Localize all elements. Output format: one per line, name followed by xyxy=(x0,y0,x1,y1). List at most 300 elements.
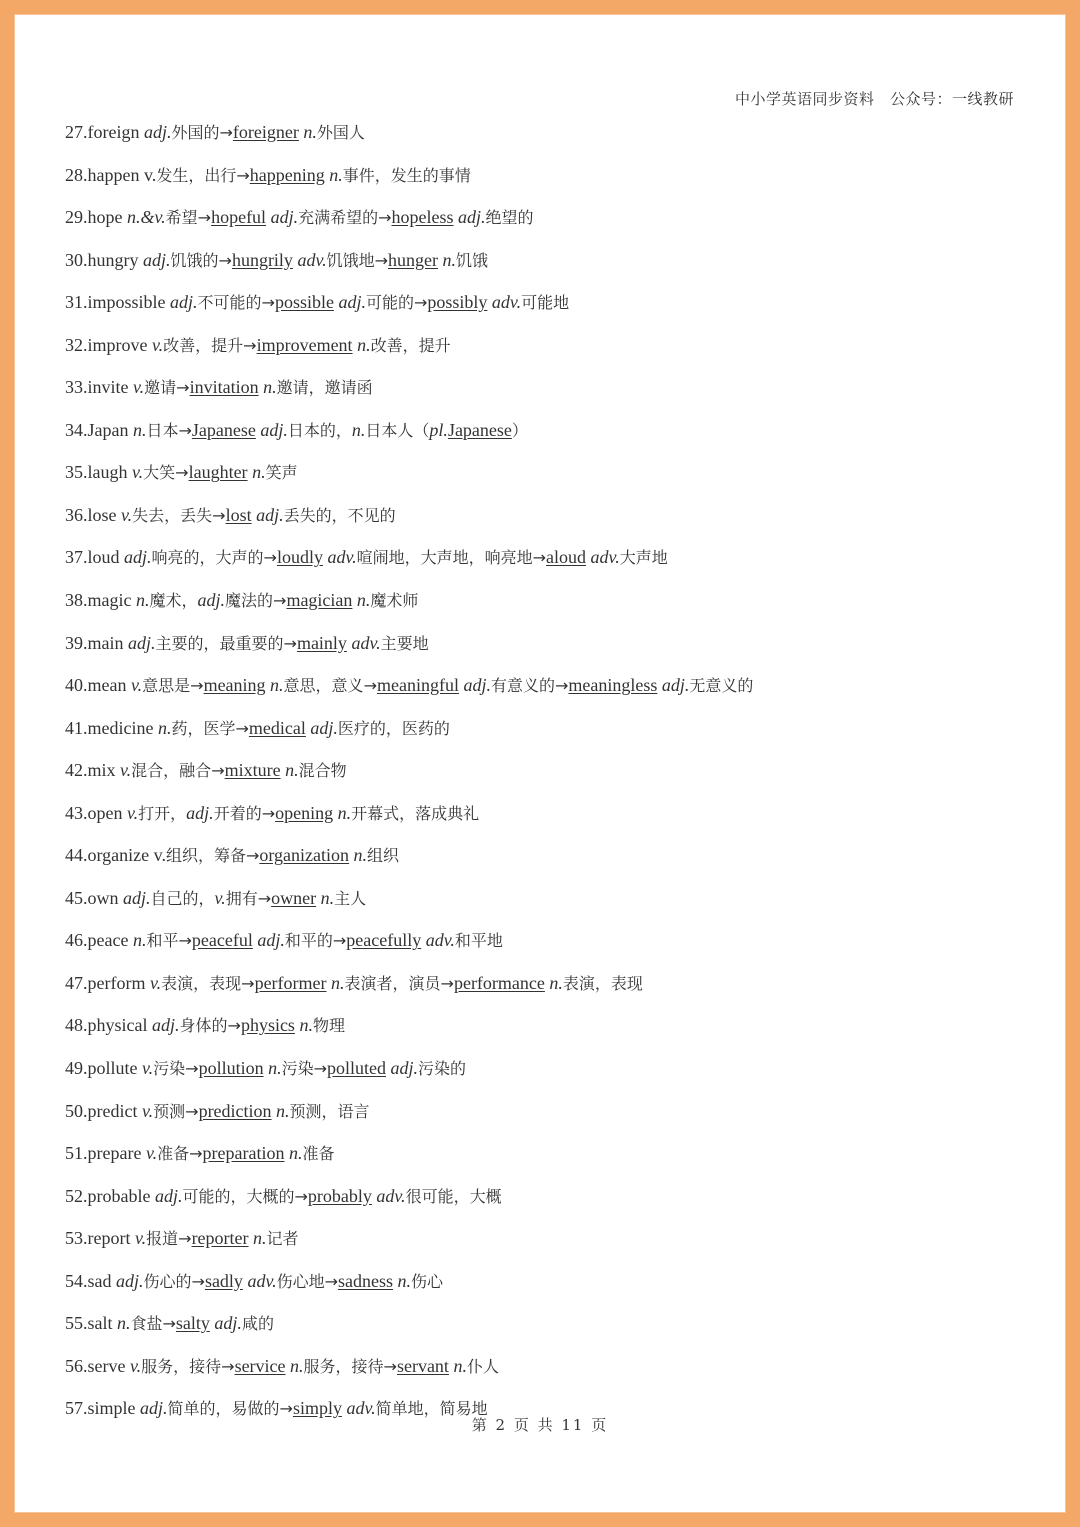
entry-text: 邀请 xyxy=(144,378,177,398)
entry-text: 大声地 xyxy=(619,548,668,568)
arrow-symbol: → xyxy=(313,1059,328,1079)
arrow-symbol: → xyxy=(212,505,226,525)
entry-text: 57.simple xyxy=(65,1398,140,1419)
part-of-speech: adv. xyxy=(590,547,620,568)
vocab-entry xyxy=(65,664,1015,707)
part-of-speech: n. xyxy=(135,590,150,611)
entry-text: 简单的，易做的 xyxy=(167,1399,280,1419)
entry-text: 39.main xyxy=(65,632,128,653)
derived-word: polluted xyxy=(327,1058,387,1079)
part-of-speech: adj. xyxy=(143,249,171,270)
entry-text: 48.physical xyxy=(65,1015,152,1036)
entry-text: 主人 xyxy=(334,888,367,908)
part-of-speech: adj. xyxy=(214,1313,242,1334)
derived-word: mixture xyxy=(224,760,281,781)
derived-word: performer xyxy=(254,972,327,993)
entry-text: 46.peace xyxy=(65,930,133,951)
arrow-symbol: → xyxy=(185,1059,199,1079)
entry-text: 52.probable xyxy=(65,1185,155,1206)
arrow-symbol: → xyxy=(178,931,192,951)
entry-text: 表演，表现 xyxy=(562,973,643,993)
vocab-entry xyxy=(65,1260,1015,1303)
derived-word: opening xyxy=(275,802,334,823)
entry-text: 魔法的 xyxy=(225,591,274,611)
entry-text: 药，医学 xyxy=(171,718,236,738)
derived-word: invitation xyxy=(189,377,259,398)
entry-text: 表演者，演员 xyxy=(344,973,441,993)
vocab-entry xyxy=(65,1004,1015,1047)
arrow-symbol: → xyxy=(197,208,212,228)
derived-word: preparation xyxy=(202,1143,285,1164)
entry-text: 食盐 xyxy=(130,1314,163,1334)
vocab-entry xyxy=(65,622,1015,665)
arrow-symbol: → xyxy=(218,250,232,270)
part-of-speech: adj. xyxy=(116,1270,144,1291)
part-of-speech: n.&v. xyxy=(127,207,166,228)
entry-text: 29.hope xyxy=(65,207,127,228)
entry-text: 表演，表现 xyxy=(161,973,242,993)
entry-text: 33.invite xyxy=(65,377,133,398)
entry-text: 伤心的 xyxy=(143,1271,192,1291)
part-of-speech: n. xyxy=(157,717,172,738)
arrow-symbol: → xyxy=(261,293,275,313)
entry-text: 开幕式，落成典礼 xyxy=(351,803,480,823)
entry-text: 44.organize v. xyxy=(65,845,166,866)
derived-word: servant xyxy=(396,1355,449,1376)
page-footer: 第 2 页 共 11 页 xyxy=(471,1416,609,1434)
part-of-speech: adv. xyxy=(327,547,357,568)
entry-text: 污染的 xyxy=(418,1059,467,1079)
entry-text: 日本 xyxy=(146,420,179,440)
arrow-symbol: → xyxy=(176,378,190,398)
derived-word: sadly xyxy=(204,1270,243,1291)
derived-word: organization xyxy=(259,845,350,866)
part-of-speech: adj. xyxy=(257,930,285,951)
arrow-symbol: → xyxy=(162,1314,176,1334)
entry-text: 魔术师 xyxy=(370,591,419,611)
vocab-entry xyxy=(65,1175,1015,1218)
part-of-speech: n. xyxy=(263,377,277,398)
derived-word: peacefully xyxy=(346,930,422,951)
part-of-speech: n. xyxy=(353,845,368,866)
part-of-speech: v. xyxy=(145,1143,158,1164)
entry-text: 预测，语言 xyxy=(289,1101,370,1121)
arrow-symbol: → xyxy=(363,676,377,696)
part-of-speech: n. xyxy=(132,419,147,440)
vocab-entry xyxy=(65,154,1015,197)
arrow-symbol: → xyxy=(414,293,428,313)
part-of-speech: adj. xyxy=(256,504,284,525)
part-of-speech: v. xyxy=(142,1058,154,1079)
arrow-symbol: → xyxy=(257,888,272,908)
entry-text: 邀请，邀请函 xyxy=(276,378,373,398)
entry-text: 服务，接待 xyxy=(303,1356,384,1376)
part-of-speech: adv. xyxy=(351,632,381,653)
entry-text: 饥饿 xyxy=(456,250,489,270)
entry-text: 56.serve xyxy=(65,1355,130,1376)
vocab-entry xyxy=(65,196,1015,239)
entry-text: 魔术， xyxy=(149,591,198,611)
part-of-speech: v. xyxy=(214,887,226,908)
part-of-speech: n. xyxy=(356,590,371,611)
arrow-symbol: → xyxy=(383,1356,397,1376)
part-of-speech: adj. xyxy=(197,590,226,611)
derived-word: improvement xyxy=(256,334,353,355)
entry-text: 53.report xyxy=(65,1228,135,1249)
entry-text: 50.predict xyxy=(65,1100,142,1121)
part-of-speech: v. xyxy=(141,1100,154,1121)
arrow-symbol: → xyxy=(243,335,257,355)
entry-text: 污染 xyxy=(281,1059,314,1079)
entry-text: 日本的， xyxy=(287,420,352,440)
arrow-symbol: → xyxy=(283,633,297,653)
entry-text: 55.salt xyxy=(65,1313,117,1334)
entry-text: 和平地 xyxy=(454,931,503,951)
entry-text: 丢失的，不见的 xyxy=(283,505,396,525)
entry-text: 主要地 xyxy=(380,633,429,653)
part-of-speech: n. xyxy=(357,334,371,355)
vocab-entry xyxy=(65,707,1015,750)
arrow-symbol: → xyxy=(332,931,347,951)
entry-text: 有意义的 xyxy=(490,676,555,696)
vocab-entry xyxy=(65,749,1015,792)
entry-text: 物理 xyxy=(312,1016,345,1036)
derived-word: meaning xyxy=(203,675,266,696)
entry-text: 拥有 xyxy=(225,888,258,908)
entry-text: 开着的 xyxy=(213,803,262,823)
derived-word: Japanese xyxy=(191,419,256,440)
vocab-entry xyxy=(65,324,1015,367)
entry-text: 32.improve xyxy=(65,334,152,355)
part-of-speech: adv. xyxy=(491,292,522,313)
part-of-speech: n. xyxy=(268,1058,282,1079)
entry-text: 外国人 xyxy=(316,123,365,142)
entry-text: 大笑 xyxy=(143,463,176,483)
part-of-speech: n. xyxy=(285,760,299,781)
derived-word: meaningless xyxy=(568,675,658,696)
entry-text: 47.perform xyxy=(65,972,150,993)
derived-word: sadness xyxy=(338,1270,394,1291)
derived-word: possible xyxy=(274,292,334,313)
entry-text: 35.laugh xyxy=(65,462,132,483)
part-of-speech: adj. xyxy=(338,292,366,313)
part-of-speech: n. xyxy=(253,1228,267,1249)
derived-word: loudly xyxy=(276,547,323,568)
vocab-entry xyxy=(65,536,1015,579)
part-of-speech: v. xyxy=(152,334,164,355)
entry-text: 混合物 xyxy=(298,761,347,781)
entry-text: 38.magic xyxy=(65,590,136,611)
entry-text: 记者 xyxy=(266,1229,299,1249)
entry-text: 服务，接待 xyxy=(141,1356,222,1376)
derived-word: hopeful xyxy=(211,207,267,228)
part-of-speech: v. xyxy=(149,972,162,993)
arrow-symbol: → xyxy=(279,1399,293,1419)
entry-text: 身体的 xyxy=(179,1016,228,1036)
arrow-symbol: → xyxy=(241,973,255,993)
entry-text: 响亮的，大声的 xyxy=(151,548,264,568)
entry-text: 改善，提升 xyxy=(370,335,451,355)
arrow-symbol: → xyxy=(273,591,287,611)
part-of-speech: n. xyxy=(132,930,147,951)
entry-text: 34.Japan xyxy=(65,419,133,440)
arrow-symbol: → xyxy=(324,1271,339,1291)
part-of-speech: v. xyxy=(133,377,145,398)
entry-text: 和平 xyxy=(146,931,179,951)
part-of-speech: adj. xyxy=(390,1058,419,1079)
arrow-symbol: → xyxy=(175,463,189,483)
entry-text: 喧闹地，大声地，响亮地 xyxy=(356,548,533,568)
arrow-symbol: → xyxy=(236,165,250,185)
part-of-speech: n. xyxy=(320,887,335,908)
entry-text: 51.prepare xyxy=(65,1143,146,1164)
arrow-symbol: → xyxy=(245,846,260,866)
derived-word: hungrily xyxy=(231,249,293,270)
arrow-symbol: → xyxy=(374,250,389,270)
part-of-speech: n. xyxy=(442,249,456,270)
part-of-speech: adj. xyxy=(152,1015,180,1036)
derived-word: possibly xyxy=(427,292,488,313)
entry-text: 失去，丢失 xyxy=(132,505,213,525)
arrow-symbol: → xyxy=(235,718,249,738)
derived-word: Japanese xyxy=(447,419,512,440)
derived-word: aloud xyxy=(546,547,587,568)
entry-text: 很可能，大概 xyxy=(405,1186,502,1206)
arrow-symbol: → xyxy=(219,123,233,142)
derived-word: lost xyxy=(225,504,252,525)
part-of-speech: adj. xyxy=(140,1398,168,1419)
entry-text: 组织 xyxy=(367,846,400,866)
derived-word: happening xyxy=(249,164,325,185)
entry-text: 43.open xyxy=(65,802,127,823)
entry-text: ） xyxy=(511,420,528,440)
derived-word: reporter xyxy=(191,1228,249,1249)
entry-text: 准备 xyxy=(302,1144,335,1164)
vocab-entry xyxy=(65,834,1015,877)
part-of-speech: adj. xyxy=(170,292,198,313)
part-of-speech: n. xyxy=(549,972,563,993)
entry-text: 医疗的，医药的 xyxy=(337,718,450,738)
vocab-entry xyxy=(65,877,1015,920)
part-of-speech: v. xyxy=(130,675,143,696)
derived-word: foreigner xyxy=(232,122,299,142)
part-of-speech: adj. xyxy=(310,717,338,738)
vocab-entry xyxy=(65,1217,1015,1260)
part-of-speech: adj. xyxy=(128,632,156,653)
vocab-entry xyxy=(65,1302,1015,1345)
part-of-speech: adv. xyxy=(376,1185,406,1206)
part-of-speech: v. xyxy=(120,760,132,781)
entry-text: 意思，意义 xyxy=(283,676,364,696)
entry-text: 31.impossible xyxy=(65,292,171,313)
arrow-symbol: → xyxy=(227,1016,241,1036)
entry-text: 可能的 xyxy=(365,293,414,313)
arrow-symbol: → xyxy=(178,1229,192,1249)
entry-text: 54.sad xyxy=(65,1270,116,1291)
part-of-speech: adv. xyxy=(247,1270,277,1291)
entry-text: 饥饿地 xyxy=(326,250,375,270)
entry-text: 外国的 xyxy=(171,123,220,142)
part-of-speech: pl. xyxy=(429,419,448,440)
derived-word: performance xyxy=(453,972,545,993)
part-of-speech: v. xyxy=(127,802,139,823)
entry-text: 可能的，大概的 xyxy=(182,1186,295,1206)
arrow-symbol: → xyxy=(263,548,277,568)
vocab-entry xyxy=(65,919,1015,962)
entry-text: 混合，融合 xyxy=(131,761,212,781)
part-of-speech: adv. xyxy=(346,1398,376,1419)
entry-text: 和平的 xyxy=(284,931,333,951)
part-of-speech: adj. xyxy=(154,1185,183,1206)
part-of-speech: n. xyxy=(117,1313,131,1334)
part-of-speech: adj. xyxy=(186,802,214,823)
arrow-symbol: → xyxy=(178,420,192,440)
entry-text: 事件，发生的事情 xyxy=(342,165,471,185)
part-of-speech: n. xyxy=(453,1355,467,1376)
entry-text: 45.own xyxy=(65,887,123,908)
part-of-speech: adv. xyxy=(425,930,455,951)
arrow-symbol: → xyxy=(221,1356,235,1376)
entry-text: 充满希望的 xyxy=(298,208,379,228)
part-of-speech: n. xyxy=(299,1015,313,1036)
arrow-symbol: → xyxy=(532,548,547,568)
part-of-speech: adj. xyxy=(270,207,299,228)
part-of-speech: adj. xyxy=(124,547,152,568)
part-of-speech: n. xyxy=(331,972,345,993)
entry-text: 27.foreign xyxy=(65,122,144,142)
entry-text: 预测 xyxy=(153,1101,186,1121)
entry-text: 改善，提升 xyxy=(163,335,244,355)
vocab-entry xyxy=(65,281,1015,324)
entry-text: 42.mix xyxy=(65,760,121,781)
arrow-symbol: → xyxy=(189,1144,203,1164)
part-of-speech: n. xyxy=(290,1355,304,1376)
part-of-speech: v. xyxy=(129,1355,142,1376)
entry-text: 36.lose xyxy=(65,504,121,525)
part-of-speech: n. xyxy=(276,1100,290,1121)
vocab-entry xyxy=(65,366,1015,409)
vocab-entry xyxy=(65,239,1015,282)
arrow-symbol: → xyxy=(261,803,276,823)
part-of-speech: v. xyxy=(121,504,133,525)
entry-text: 无意义的 xyxy=(689,676,754,696)
entry-text: 饥饿的 xyxy=(170,250,219,270)
entry-text: 49.pollute xyxy=(65,1058,142,1079)
entry-text: 40.mean xyxy=(65,675,131,696)
part-of-speech: adj. xyxy=(143,122,172,142)
arrow-symbol: → xyxy=(191,1271,205,1291)
page-header: 中小学英语同步资料 公众号：一线教研 xyxy=(734,90,1014,108)
entry-text: 30.hungry xyxy=(65,249,143,270)
entry-text: 主要的，最重要的 xyxy=(155,633,284,653)
derived-word: physics xyxy=(240,1015,295,1036)
arrow-symbol: → xyxy=(378,208,392,228)
vocab-entry xyxy=(65,494,1015,537)
part-of-speech: adj. xyxy=(260,419,288,440)
part-of-speech: n. xyxy=(289,1143,303,1164)
derived-word: simply xyxy=(292,1398,342,1419)
part-of-speech: adj. xyxy=(463,675,491,696)
arrow-symbol: → xyxy=(211,761,225,781)
vocab-entry xyxy=(65,1047,1015,1090)
derived-word: prediction xyxy=(198,1100,272,1121)
entry-text: 日本人（ xyxy=(365,420,430,440)
part-of-speech: n. xyxy=(351,419,366,440)
part-of-speech: adj. xyxy=(458,207,486,228)
part-of-speech: n. xyxy=(303,122,317,142)
derived-word: probably xyxy=(307,1185,372,1206)
vocab-entry xyxy=(65,409,1015,452)
part-of-speech: v. xyxy=(132,462,144,483)
entry-text: 不可能的 xyxy=(197,293,262,313)
derived-word: pollution xyxy=(198,1058,264,1079)
entry-text: 打开， xyxy=(138,803,187,823)
derived-word: peaceful xyxy=(191,930,253,951)
derived-word: service xyxy=(234,1355,286,1376)
entry-text: 仆人 xyxy=(466,1356,499,1376)
vocab-entry xyxy=(65,1090,1015,1133)
derived-word: meaningful xyxy=(376,675,459,696)
derived-word: hunger xyxy=(388,249,438,270)
part-of-speech: v. xyxy=(134,1228,147,1249)
entry-text: 28.happen v. xyxy=(65,164,157,185)
entry-text: 组织，筹备 xyxy=(165,846,246,866)
entry-text: 笑声 xyxy=(265,463,298,483)
part-of-speech: n. xyxy=(337,802,352,823)
entry-text: 咸的 xyxy=(241,1314,274,1334)
arrow-symbol: → xyxy=(185,1101,199,1121)
entry-text: 可能地 xyxy=(521,293,570,313)
vocab-entry xyxy=(65,962,1015,1005)
part-of-speech: adj. xyxy=(661,675,690,696)
entry-text: 意思是 xyxy=(142,676,191,696)
entry-text: 绝望的 xyxy=(485,208,534,228)
entry-text: 41.medicine xyxy=(65,717,158,738)
entry-text: 报道 xyxy=(146,1229,179,1249)
entry-text: 自己的， xyxy=(150,888,215,908)
arrow-symbol: → xyxy=(294,1186,308,1206)
document-page xyxy=(14,14,1066,1513)
entry-text: 简单地，简易地 xyxy=(375,1399,488,1419)
entry-text: 希望 xyxy=(165,208,198,228)
derived-word: mainly xyxy=(296,632,347,653)
entry-text: 发生，出行 xyxy=(156,165,237,185)
vocab-entry xyxy=(65,1345,1015,1388)
part-of-speech: n. xyxy=(397,1270,412,1291)
part-of-speech: adj. xyxy=(123,887,151,908)
vocab-entry xyxy=(65,579,1015,622)
derived-word: salty xyxy=(175,1313,210,1334)
derived-word: hopeless xyxy=(391,207,454,228)
arrow-symbol: → xyxy=(554,676,569,696)
vocab-entry xyxy=(65,1132,1015,1175)
arrow-symbol: → xyxy=(190,676,204,696)
part-of-speech: n. xyxy=(270,675,284,696)
entry-text: 准备 xyxy=(157,1144,190,1164)
entry-text: 污染 xyxy=(153,1059,186,1079)
vocab-entry xyxy=(65,792,1015,835)
part-of-speech: n. xyxy=(329,164,343,185)
derived-word: magician xyxy=(286,590,353,611)
arrow-symbol: → xyxy=(440,973,454,993)
part-of-speech: n. xyxy=(252,462,266,483)
derived-word: owner xyxy=(271,887,317,908)
vocab-entry xyxy=(65,451,1015,494)
derived-word: medical xyxy=(248,717,306,738)
entry-text: 37.loud xyxy=(65,547,125,568)
vocab-entry xyxy=(65,111,1015,154)
vocabulary-list xyxy=(65,111,1015,1430)
